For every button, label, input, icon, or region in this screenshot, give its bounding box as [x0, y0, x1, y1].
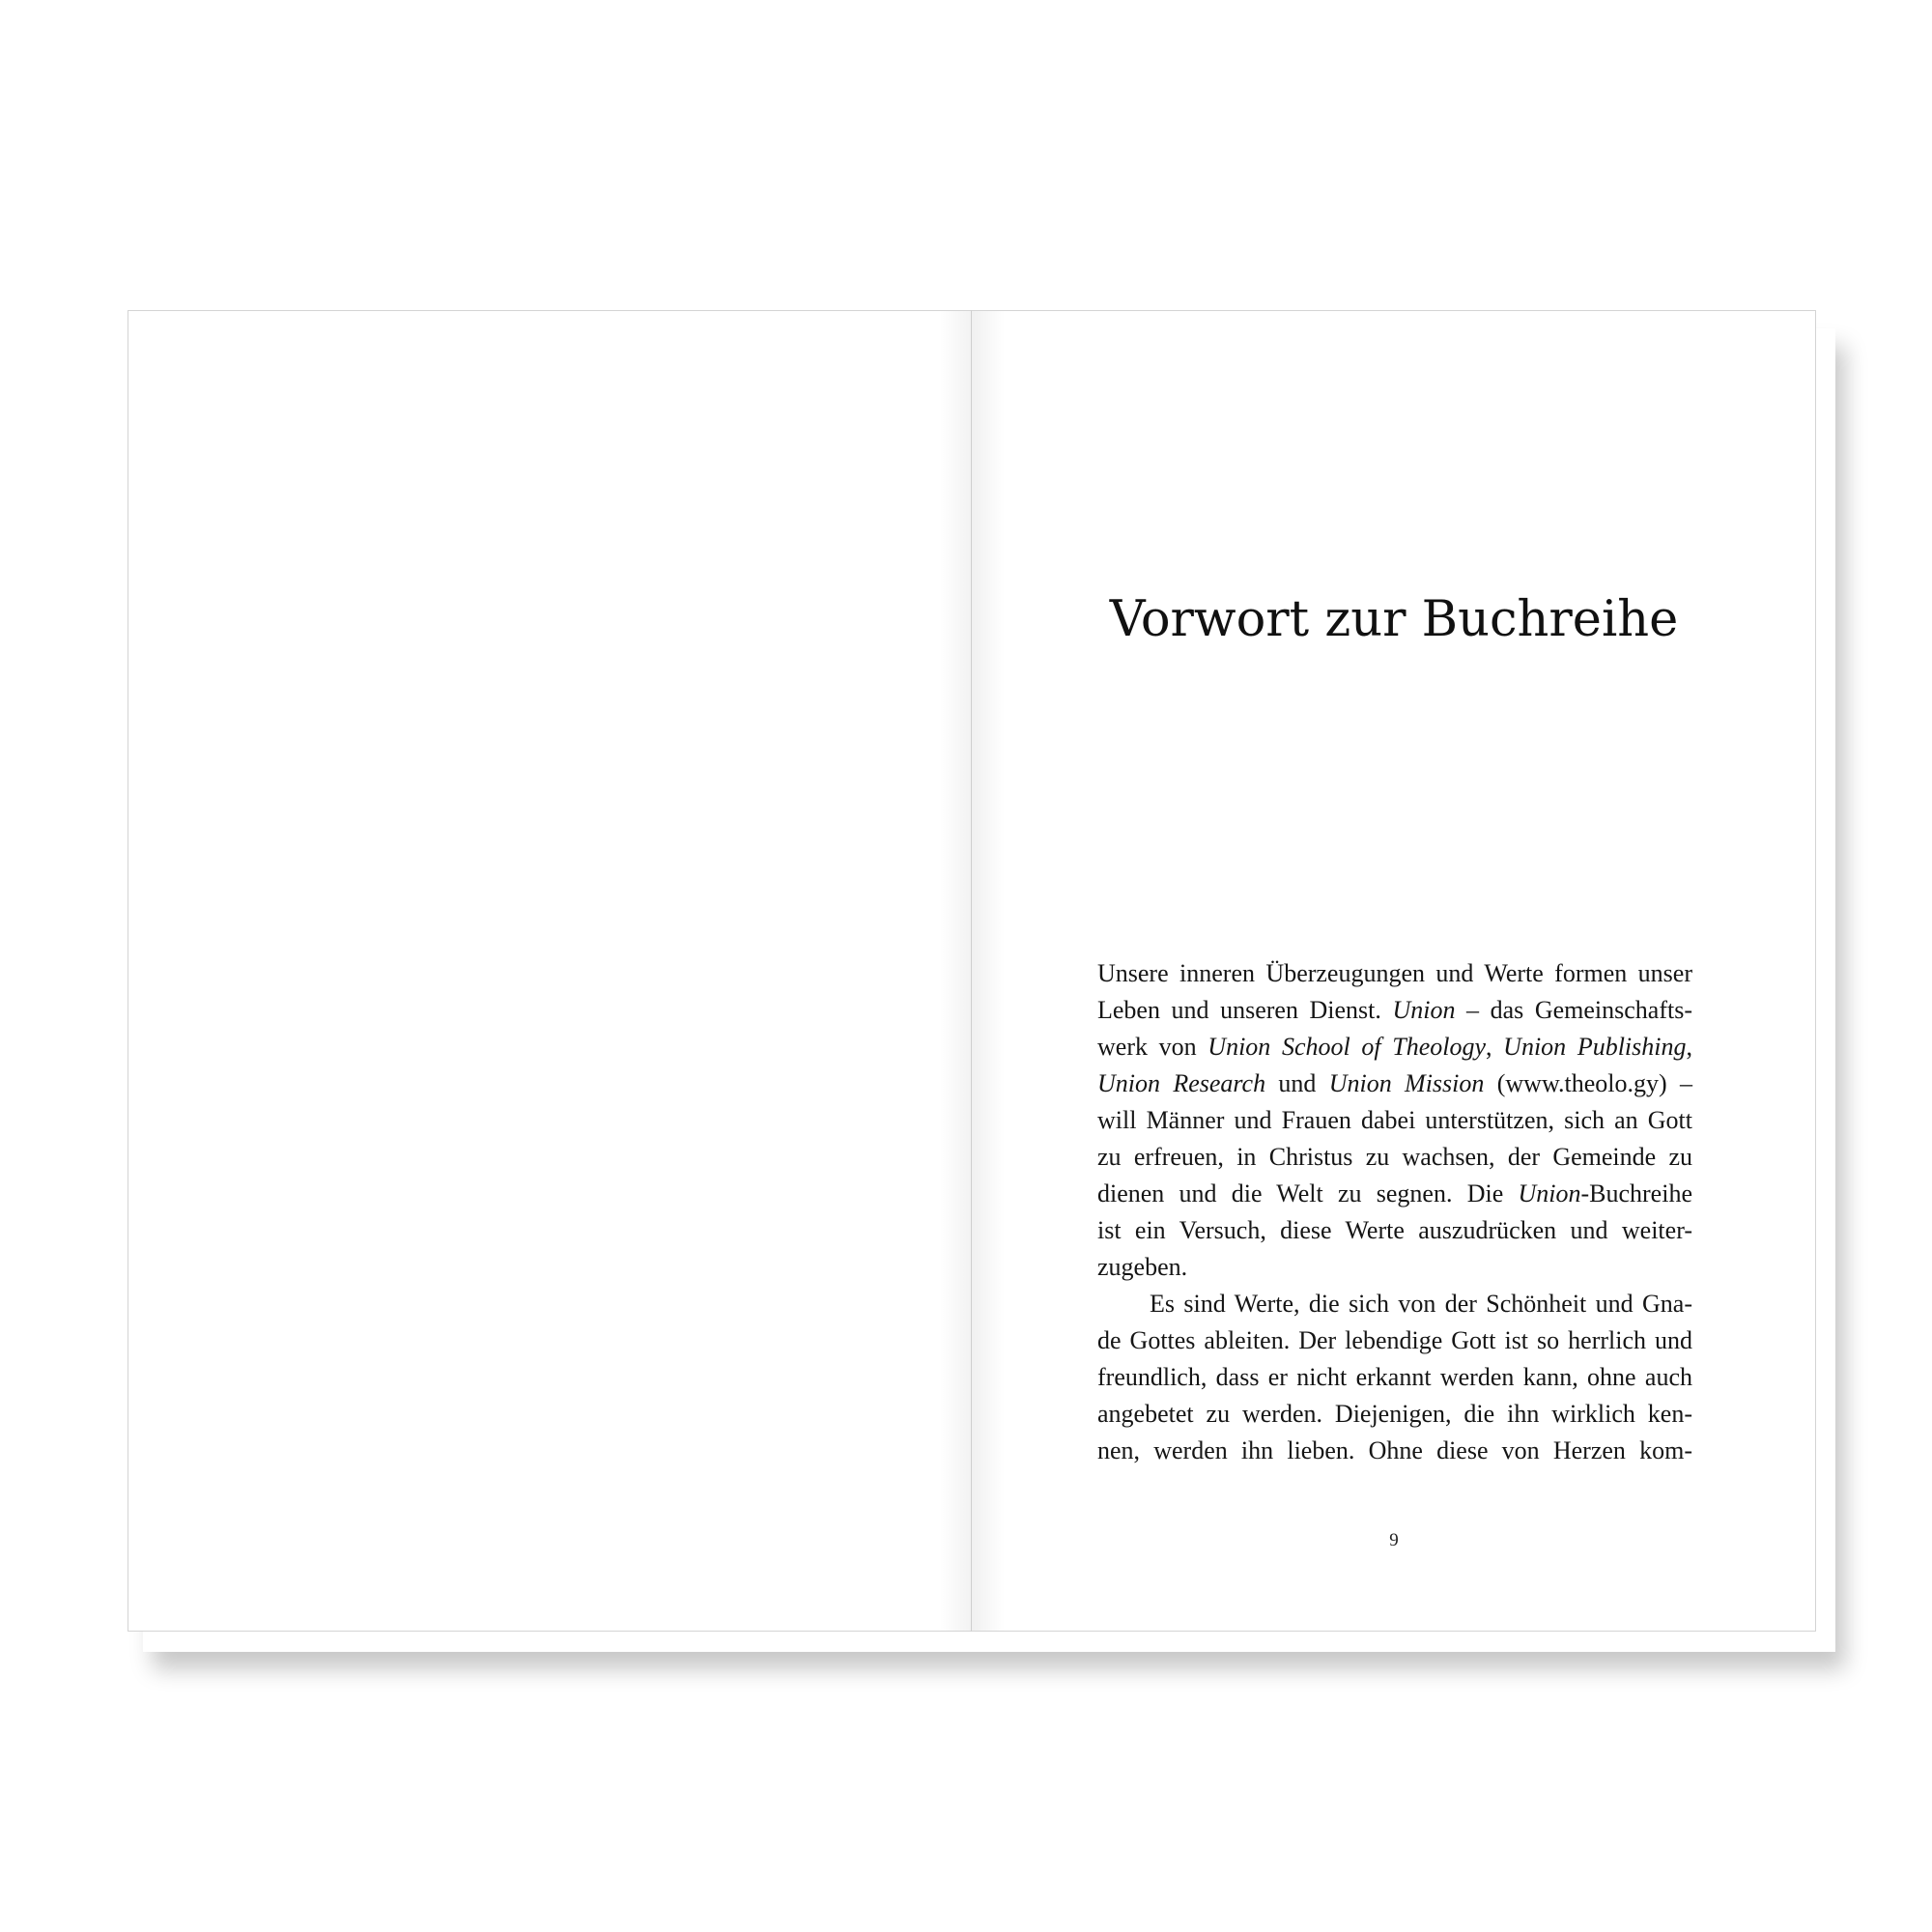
left-gutter-shade	[939, 311, 972, 1631]
text-line: will Männer und Frauen dabei unterstützen, sich an Gott	[1097, 1106, 1692, 1134]
right-gutter-shade	[972, 311, 1005, 1631]
text-line: angebetet zu werden. Diejenigen, die ihn wirklich ken-	[1097, 1400, 1692, 1428]
text-line: werk von Union School of Theology, Union Publishing,	[1097, 1033, 1692, 1061]
text-line: Leben und unseren Dienst. Union – das Gemeinschafts-	[1097, 996, 1692, 1024]
text-line: Unsere inneren Überzeugungen und Werte formen unser	[1097, 959, 1692, 987]
text-line: zugeben.	[1097, 1253, 1188, 1281]
page-number: 9	[1389, 1530, 1399, 1550]
text-line: Es sind Werte, die sich von der Schönheit und Gna-	[1150, 1290, 1692, 1318]
text-line: zu erfreuen, in Christus zu wachsen, der Gemeinde zu	[1097, 1143, 1692, 1171]
right-page	[972, 310, 1816, 1632]
text-line: ist ein Versuch, diese Werte auszudrücken und weiter-	[1097, 1216, 1692, 1244]
text-line: Union Research und Union Mission (www.theolo.gy) –	[1097, 1069, 1692, 1097]
spine-fold	[971, 310, 972, 1632]
page-title: Vorwort zur Buchreihe	[1109, 591, 1679, 648]
body-text	[1097, 955, 1692, 1469]
left-page	[128, 310, 972, 1632]
text-line: nen, werden ihn lieben. Ohne diese von Herzen kom-	[1097, 1436, 1692, 1464]
text-line: dienen und die Welt zu segnen. Die Union-Buchreihe	[1097, 1179, 1692, 1208]
text-line: freundlich, dass er nicht erkannt werden kann, ohne auch	[1097, 1363, 1692, 1391]
text-line: de Gottes ableiten. Der lebendige Gott ist so herrlich und	[1097, 1326, 1692, 1354]
